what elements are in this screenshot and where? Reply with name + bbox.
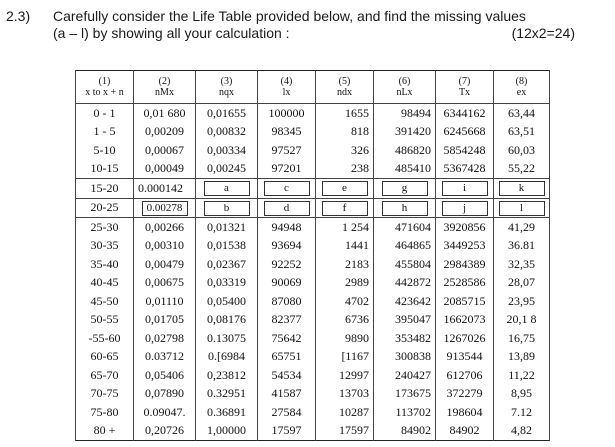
cell-nqx-missing bbox=[196, 179, 258, 199]
question-number: 2.3) bbox=[6, 8, 31, 24]
cell-lx: 100000 bbox=[258, 104, 316, 123]
cell-lx: 97201 bbox=[258, 160, 316, 179]
table-row bbox=[76, 385, 550, 404]
cell-lx: 87080 bbox=[258, 292, 316, 311]
cell-age: 35-40 bbox=[76, 255, 134, 274]
cell-ex: 4,82 bbox=[494, 422, 550, 441]
cell-age: 10-15 bbox=[76, 160, 134, 179]
cell-lx: 97527 bbox=[258, 141, 316, 160]
cell-nlx: 84902 bbox=[374, 422, 436, 441]
missing-g: g bbox=[382, 181, 428, 196]
table-row bbox=[76, 422, 550, 441]
cell-nmx: 0,00049 bbox=[134, 160, 196, 179]
cell-lx-missing bbox=[258, 179, 316, 199]
cell-nlx: 391420 bbox=[374, 123, 436, 142]
cell-ndx: 13703 bbox=[316, 385, 374, 404]
cell-nlx: 300838 bbox=[374, 348, 436, 367]
cell-nqx: 1,00000 bbox=[196, 422, 258, 441]
cell-ndx: 1655 bbox=[316, 104, 374, 123]
cell-ndx-missing bbox=[316, 179, 374, 199]
cell-nmx: 0,01110 bbox=[134, 292, 196, 311]
cell-age: 20-25 bbox=[76, 198, 134, 218]
cell-ex: 11,22 bbox=[494, 366, 550, 385]
cell-ex: 8,95 bbox=[494, 385, 550, 404]
cell-nmx: 0,00067 bbox=[134, 141, 196, 160]
col-header-nlx: (6) nLx bbox=[374, 71, 436, 104]
missing-c: c bbox=[264, 181, 310, 196]
cell-tx: 612706 bbox=[436, 366, 494, 385]
cell-nmx: 0,01705 bbox=[134, 311, 196, 330]
table-row bbox=[76, 311, 550, 330]
cell-lx: 82377 bbox=[258, 311, 316, 330]
cell-ndx: 238 bbox=[316, 160, 374, 179]
cell-nlx: 464865 bbox=[374, 237, 436, 256]
cell-nqx: 0.36891 bbox=[196, 403, 258, 422]
cell-ndx: 17597 bbox=[316, 422, 374, 441]
cell-ndx: 10287 bbox=[316, 403, 374, 422]
cell-nmx: 0,05406 bbox=[134, 366, 196, 385]
nmx-value-box: 0.00278 bbox=[142, 201, 188, 216]
question-text-line-2: (a – l) by showing all your calculation : bbox=[53, 25, 290, 41]
cell-lx: 75642 bbox=[258, 329, 316, 348]
cell-nqx: 0.32951 bbox=[196, 385, 258, 404]
cell-nlx-missing bbox=[374, 198, 436, 218]
cell-ndx: 1 254 bbox=[316, 218, 374, 237]
cell-lx: 54534 bbox=[258, 366, 316, 385]
col-header-tx: (7) Tx bbox=[436, 71, 494, 104]
cell-ndx: 6736 bbox=[316, 311, 374, 330]
table-row bbox=[76, 160, 550, 179]
table-row bbox=[76, 366, 550, 385]
cell-lx: 92252 bbox=[258, 255, 316, 274]
cell-lx: 41587 bbox=[258, 385, 316, 404]
cell-nmx: 0,00310 bbox=[134, 237, 196, 256]
cell-lx: 93694 bbox=[258, 237, 316, 256]
cell-ex: 23,95 bbox=[494, 292, 550, 311]
cell-nmx: 0.000142 bbox=[134, 179, 196, 199]
cell-nmx bbox=[134, 198, 196, 218]
cell-age: 0 - 1 bbox=[76, 104, 134, 123]
cell-ex: 41,29 bbox=[494, 218, 550, 237]
cell-nqx-missing bbox=[196, 198, 258, 218]
table-row bbox=[76, 348, 550, 367]
col-header-nmx: (2) nMx bbox=[134, 71, 196, 104]
cell-nlx: 98494 bbox=[374, 104, 436, 123]
cell-nmx: 0,00479 bbox=[134, 255, 196, 274]
cell-tx: 2085715 bbox=[436, 292, 494, 311]
cell-nmx: 0,00266 bbox=[134, 218, 196, 237]
cell-nlx: 173675 bbox=[374, 385, 436, 404]
missing-a: a bbox=[204, 181, 250, 196]
cell-lx: 27584 bbox=[258, 403, 316, 422]
cell-nlx: 240427 bbox=[374, 366, 436, 385]
cell-nlx: 455804 bbox=[374, 255, 436, 274]
cell-ex-missing bbox=[494, 179, 550, 199]
cell-age: 80 + bbox=[76, 422, 134, 441]
cell-ndx-missing bbox=[316, 198, 374, 218]
cell-nqx: 0,03319 bbox=[196, 274, 258, 293]
cell-age: 75-80 bbox=[76, 403, 134, 422]
cell-age: 1 - 5 bbox=[76, 123, 134, 142]
col-header-ndx: (5) ndx bbox=[316, 71, 374, 104]
cell-age: 25-30 bbox=[76, 218, 134, 237]
table-row bbox=[76, 237, 550, 256]
table-row bbox=[76, 255, 550, 274]
missing-k: k bbox=[499, 181, 545, 196]
cell-nqx: 0,00832 bbox=[196, 123, 258, 142]
missing-i: i bbox=[442, 181, 488, 196]
cell-age: 30-35 bbox=[76, 237, 134, 256]
cell-tx: 372279 bbox=[436, 385, 494, 404]
cell-lx: 90069 bbox=[258, 274, 316, 293]
cell-age: 40-45 bbox=[76, 274, 134, 293]
question-text-line-1: Carefully consider the Life Table provided below, and find the missing values bbox=[53, 8, 526, 24]
table-row-missing-2 bbox=[76, 198, 550, 218]
cell-nqx: 0.13075 bbox=[196, 329, 258, 348]
cell-nlx: 395047 bbox=[374, 311, 436, 330]
cell-age: 5-10 bbox=[76, 141, 134, 160]
cell-ndx: 12997 bbox=[316, 366, 374, 385]
cell-nmx: 0.03712 bbox=[134, 348, 196, 367]
missing-j: j bbox=[442, 201, 488, 216]
cell-lx-missing bbox=[258, 198, 316, 218]
table-row bbox=[76, 274, 550, 293]
life-table bbox=[75, 70, 550, 441]
cell-nlx: 471604 bbox=[374, 218, 436, 237]
cell-lx: 65751 bbox=[258, 348, 316, 367]
cell-ex: 20,1 8 bbox=[494, 311, 550, 330]
cell-age: 70-75 bbox=[76, 385, 134, 404]
cell-nqx: 0,00245 bbox=[196, 160, 258, 179]
table-row bbox=[76, 104, 550, 123]
cell-tx: 3920856 bbox=[436, 218, 494, 237]
cell-age: 60-65 bbox=[76, 348, 134, 367]
cell-ndx: 4702 bbox=[316, 292, 374, 311]
table-row bbox=[76, 329, 550, 348]
cell-nqx: 0,08176 bbox=[196, 311, 258, 330]
table-row bbox=[76, 123, 550, 142]
cell-tx: 1662073 bbox=[436, 311, 494, 330]
cell-nmx: 0,00209 bbox=[134, 123, 196, 142]
cell-ndx: 2183 bbox=[316, 255, 374, 274]
cell-tx: 6245668 bbox=[436, 123, 494, 142]
cell-age: 65-70 bbox=[76, 366, 134, 385]
cell-lx: 98345 bbox=[258, 123, 316, 142]
cell-ndx: 1441 bbox=[316, 237, 374, 256]
cell-ndx: [1167 bbox=[316, 348, 374, 367]
missing-d: d bbox=[264, 201, 310, 216]
cell-nlx-missing bbox=[374, 179, 436, 199]
cell-nmx: 0,20726 bbox=[134, 422, 196, 441]
cell-ndx: 9890 bbox=[316, 329, 374, 348]
table-row bbox=[76, 292, 550, 311]
missing-l: l bbox=[499, 201, 545, 216]
cell-ex: 16,75 bbox=[494, 329, 550, 348]
cell-tx: 2984389 bbox=[436, 255, 494, 274]
cell-nlx: 442872 bbox=[374, 274, 436, 293]
table-row bbox=[76, 218, 550, 237]
cell-tx: 913544 bbox=[436, 348, 494, 367]
cell-nqx: 0,00334 bbox=[196, 141, 258, 160]
col-header-lx: (4) lx bbox=[258, 71, 316, 104]
cell-ndx: 326 bbox=[316, 141, 374, 160]
cell-tx: 1267026 bbox=[436, 329, 494, 348]
cell-nlx: 423642 bbox=[374, 292, 436, 311]
table-row-missing-1 bbox=[76, 179, 550, 199]
cell-ex: 36.81 bbox=[494, 237, 550, 256]
cell-ex: 55,22 bbox=[494, 160, 550, 179]
cell-lx: 17597 bbox=[258, 422, 316, 441]
cell-tx: 3449253 bbox=[436, 237, 494, 256]
cell-ex: 13,89 bbox=[494, 348, 550, 367]
cell-nqx: 0,02367 bbox=[196, 255, 258, 274]
cell-tx: 2528586 bbox=[436, 274, 494, 293]
cell-nqx: 0,01655 bbox=[196, 104, 258, 123]
cell-nlx: 486820 bbox=[374, 141, 436, 160]
cell-ex: 28,07 bbox=[494, 274, 550, 293]
marks-allocation: (12x2=24) bbox=[511, 25, 575, 41]
cell-nqx: 0,05400 bbox=[196, 292, 258, 311]
cell-tx-missing bbox=[436, 179, 494, 199]
cell-ex: 63,44 bbox=[494, 104, 550, 123]
cell-lx: 94948 bbox=[258, 218, 316, 237]
cell-nqx: 0,01321 bbox=[196, 218, 258, 237]
cell-nmx: 0,02798 bbox=[134, 329, 196, 348]
cell-tx: 84902 bbox=[436, 422, 494, 441]
cell-tx: 5854248 bbox=[436, 141, 494, 160]
cell-nqx: 0,01538 bbox=[196, 237, 258, 256]
cell-tx: 5367428 bbox=[436, 160, 494, 179]
cell-nmx: 0,07890 bbox=[134, 385, 196, 404]
col-header-nqx: (3) nqx bbox=[196, 71, 258, 104]
table-row bbox=[76, 141, 550, 160]
cell-nqx: 0.[6984 bbox=[196, 348, 258, 367]
col-header-age: (1) x to x + n bbox=[76, 71, 134, 104]
cell-ndx: 818 bbox=[316, 123, 374, 142]
cell-nmx: 0,01 680 bbox=[134, 104, 196, 123]
cell-nlx: 485410 bbox=[374, 160, 436, 179]
table-row bbox=[76, 403, 550, 422]
cell-ex: 63,51 bbox=[494, 123, 550, 142]
cell-ex: 60,03 bbox=[494, 141, 550, 160]
cell-nlx: 113702 bbox=[374, 403, 436, 422]
cell-age: 50-55 bbox=[76, 311, 134, 330]
cell-tx: 198604 bbox=[436, 403, 494, 422]
cell-ex: 32,35 bbox=[494, 255, 550, 274]
cell-nlx: 353482 bbox=[374, 329, 436, 348]
cell-ex: 7.12 bbox=[494, 403, 550, 422]
table-header-row bbox=[76, 71, 550, 104]
missing-e: e bbox=[322, 181, 368, 196]
col-header-ex: (8) ex bbox=[494, 71, 550, 104]
cell-age: -55-60 bbox=[76, 329, 134, 348]
cell-tx: 6344162 bbox=[436, 104, 494, 123]
cell-age: 45-50 bbox=[76, 292, 134, 311]
cell-nqx: 0,23812 bbox=[196, 366, 258, 385]
cell-ndx: 2989 bbox=[316, 274, 374, 293]
cell-age: 15-20 bbox=[76, 179, 134, 199]
cell-tx-missing bbox=[436, 198, 494, 218]
missing-f: f bbox=[322, 201, 368, 216]
missing-h: h bbox=[382, 201, 428, 216]
cell-nmx: 0,00675 bbox=[134, 274, 196, 293]
cell-nmx: 0.09047. bbox=[134, 403, 196, 422]
cell-ex-missing bbox=[494, 198, 550, 218]
missing-b: b bbox=[204, 201, 250, 216]
